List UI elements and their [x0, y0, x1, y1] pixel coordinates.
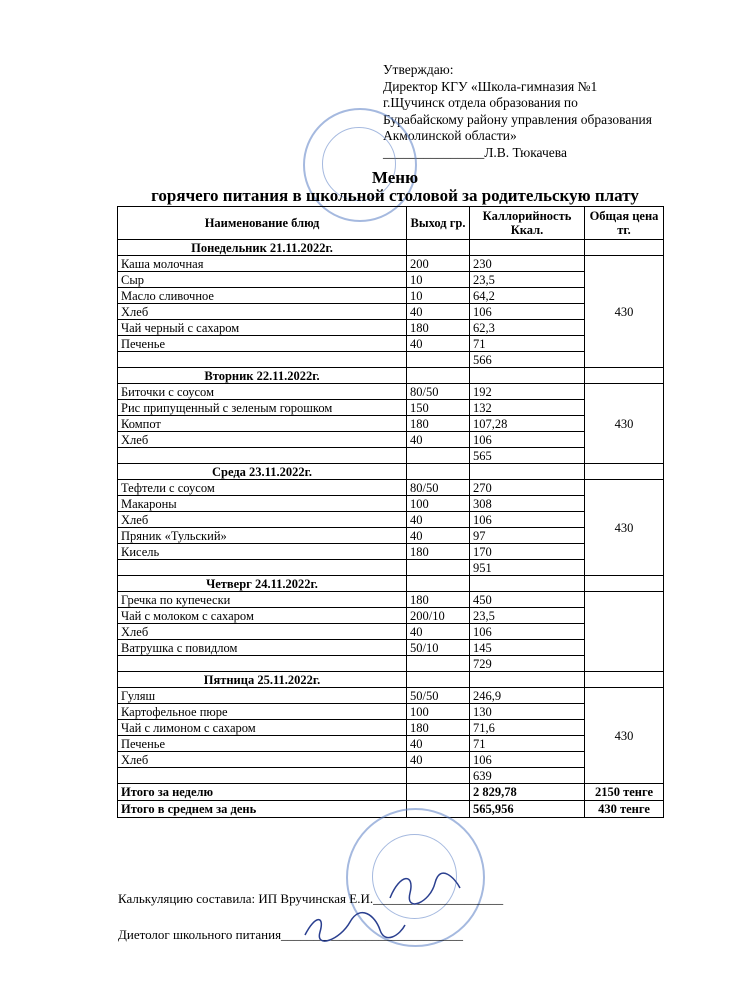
empty-cell — [470, 240, 585, 256]
dish-name: Печенье — [118, 736, 407, 752]
signature-dietolog — [300, 910, 410, 944]
dish-yield: 40 — [407, 736, 470, 752]
dish-yield: 180 — [407, 416, 470, 432]
week-total-price: 2150 тенге — [585, 784, 664, 801]
dish-name: Компот — [118, 416, 407, 432]
dish-name: Тефтели с соусом — [118, 480, 407, 496]
empty-cell — [407, 448, 470, 464]
avg-total-price: 430 тенге — [585, 801, 664, 818]
dish-yield: 100 — [407, 496, 470, 512]
dish-name: Гречка по купечески — [118, 592, 407, 608]
day-price — [585, 592, 664, 672]
empty-cell — [407, 576, 470, 592]
table-row — [118, 272, 664, 288]
empty-cell — [585, 576, 664, 592]
table-row — [118, 608, 664, 624]
dish-yield: 80/50 — [407, 480, 470, 496]
empty-cell — [118, 352, 407, 368]
dish-yield: 180 — [407, 720, 470, 736]
empty-cell — [470, 464, 585, 480]
calc-line: Калькуляцию составила: ИП Вручинская Е.И.____________________ — [118, 891, 504, 906]
empty-cell — [118, 656, 407, 672]
dish-name: Рис припущенный с зеленым горошком — [118, 400, 407, 416]
dish-name: Сыр — [118, 272, 407, 288]
dish-name: Макароны — [118, 496, 407, 512]
table-header-row — [118, 207, 664, 240]
empty-cell — [407, 240, 470, 256]
dish-name: Чай с молоком с сахаром — [118, 608, 407, 624]
header-price: Общая цена тг. — [585, 207, 664, 240]
day-total-row — [118, 656, 664, 672]
empty-cell — [118, 560, 407, 576]
day-header-row — [118, 464, 664, 480]
dish-yield: 40 — [407, 512, 470, 528]
table-row — [118, 592, 664, 608]
day-total-calories: 951 — [470, 560, 585, 576]
table-row — [118, 752, 664, 768]
dish-yield: 40 — [407, 752, 470, 768]
day-price: 430 — [585, 256, 664, 368]
header-yield: Выход гр. — [407, 207, 470, 240]
dish-calories: 23,5 — [470, 272, 585, 288]
dish-yield: 150 — [407, 400, 470, 416]
table-row — [118, 720, 664, 736]
day-title: Среда 23.11.2022г. — [118, 464, 407, 480]
header-name: Наименование блюд — [118, 207, 407, 240]
approval-block — [383, 62, 652, 161]
menu-title: Меню — [371, 168, 419, 187]
dish-yield: 200/10 — [407, 608, 470, 624]
day-header-row — [118, 672, 664, 688]
dish-yield: 40 — [407, 624, 470, 640]
dish-calories: 71 — [470, 336, 585, 352]
approval-line: Бурабайскому району управления образования — [383, 111, 652, 127]
empty-cell — [118, 448, 407, 464]
dish-calories: 145 — [470, 640, 585, 656]
dish-calories: 132 — [470, 400, 585, 416]
table-row — [118, 688, 664, 704]
dish-name: Хлеб — [118, 432, 407, 448]
dish-yield: 10 — [407, 272, 470, 288]
dietolog-label: Диетолог школьного питания — [118, 927, 282, 942]
dish-yield: 40 — [407, 528, 470, 544]
table-row — [118, 320, 664, 336]
calc-label: Калькуляцию составила: ИП Вручинская Е.И. — [118, 891, 374, 906]
day-title: Пятница 25.11.2022г. — [118, 672, 407, 688]
table-row — [118, 432, 664, 448]
dish-calories: 170 — [470, 544, 585, 560]
avg-total-calories: 565,956 — [470, 801, 585, 818]
day-total-row — [118, 352, 664, 368]
table-row — [118, 512, 664, 528]
dish-calories: 71,6 — [470, 720, 585, 736]
day-title: Понедельник 21.11.2022г. — [118, 240, 407, 256]
empty-cell — [407, 656, 470, 672]
day-total-calories: 639 — [470, 768, 585, 784]
week-total-calories: 2 829,78 — [470, 784, 585, 801]
table-row — [118, 400, 664, 416]
dish-name: Хлеб — [118, 624, 407, 640]
dish-yield: 180 — [407, 544, 470, 560]
empty-cell — [407, 464, 470, 480]
menu-subtitle: горячего питания в школьной столовой за родительскую плату — [151, 186, 639, 205]
dish-yield: 40 — [407, 304, 470, 320]
dish-calories: 64,2 — [470, 288, 585, 304]
dish-calories: 230 — [470, 256, 585, 272]
day-header-row — [118, 576, 664, 592]
table-row — [118, 480, 664, 496]
table-row — [118, 384, 664, 400]
table-row — [118, 736, 664, 752]
day-header-row — [118, 240, 664, 256]
dish-name: Гуляш — [118, 688, 407, 704]
table-row — [118, 624, 664, 640]
dish-name: Ватрушка с повидлом — [118, 640, 407, 656]
empty-cell — [407, 768, 470, 784]
dish-yield: 180 — [407, 320, 470, 336]
day-price: 430 — [585, 688, 664, 784]
dish-name: Пряник «Тульский» — [118, 528, 407, 544]
empty-cell — [585, 464, 664, 480]
dish-name: Каша молочная — [118, 256, 407, 272]
dish-calories: 71 — [470, 736, 585, 752]
empty-cell — [470, 576, 585, 592]
dish-name: Хлеб — [118, 304, 407, 320]
day-total-calories: 729 — [470, 656, 585, 672]
approval-line: Акмолинской области» — [383, 128, 517, 143]
day-total-calories: 566 — [470, 352, 585, 368]
avg-total-label: Итого в среднем за день — [118, 801, 407, 818]
dish-name: Кисель — [118, 544, 407, 560]
empty-cell — [585, 368, 664, 384]
empty-cell — [407, 352, 470, 368]
dish-yield: 180 — [407, 592, 470, 608]
menu-table-body — [118, 240, 664, 818]
dish-yield: 40 — [407, 432, 470, 448]
dish-name: Масло сливочное — [118, 288, 407, 304]
table-row — [118, 544, 664, 560]
dish-yield: 50/10 — [407, 640, 470, 656]
dish-name: Хлеб — [118, 752, 407, 768]
dish-calories: 23,5 — [470, 608, 585, 624]
dish-calories: 192 — [470, 384, 585, 400]
table-row — [118, 528, 664, 544]
dish-yield: 40 — [407, 336, 470, 352]
dish-calories: 97 — [470, 528, 585, 544]
dish-yield: 200 — [407, 256, 470, 272]
day-header-row — [118, 368, 664, 384]
table-row — [118, 704, 664, 720]
dish-name: Печенье — [118, 336, 407, 352]
empty-cell — [407, 560, 470, 576]
header-calories: Каллорийность Ккал. — [470, 207, 585, 240]
table-row — [118, 288, 664, 304]
menu-table — [117, 206, 664, 818]
dish-calories: 62,3 — [470, 320, 585, 336]
dish-yield: 50/50 — [407, 688, 470, 704]
dish-calories: 246,9 — [470, 688, 585, 704]
dish-calories: 450 — [470, 592, 585, 608]
dish-yield: 80/50 — [407, 384, 470, 400]
day-price: 430 — [585, 384, 664, 464]
week-total-label: Итого за неделю — [118, 784, 407, 801]
dish-calories: 106 — [470, 752, 585, 768]
dish-calories: 130 — [470, 704, 585, 720]
table-row — [118, 416, 664, 432]
dish-calories: 106 — [470, 432, 585, 448]
table-row — [118, 496, 664, 512]
dish-calories: 106 — [470, 512, 585, 528]
table-row — [118, 304, 664, 320]
dish-name: Чай с лимоном с сахаром — [118, 720, 407, 736]
day-total-row — [118, 560, 664, 576]
dietolog-line: Диетолог школьного питания____________________________ — [118, 927, 464, 942]
dish-name: Чай черный с сахаром — [118, 320, 407, 336]
day-total-row — [118, 768, 664, 784]
approval-line: Директор КГУ «Школа-гимназия №1 — [383, 78, 598, 94]
empty-cell — [585, 240, 664, 256]
dish-yield: 100 — [407, 704, 470, 720]
empty-cell — [407, 368, 470, 384]
empty-cell — [407, 672, 470, 688]
day-total-calories: 565 — [470, 448, 585, 464]
empty-cell — [585, 672, 664, 688]
dish-calories: 270 — [470, 480, 585, 496]
dish-name: Картофельное пюре — [118, 704, 407, 720]
empty-cell — [470, 368, 585, 384]
empty-cell — [118, 768, 407, 784]
dish-yield: 10 — [407, 288, 470, 304]
approval-line: г.Щучинск отдела образования по — [383, 95, 578, 110]
empty-cell — [470, 672, 585, 688]
dish-name: Хлеб — [118, 512, 407, 528]
day-total-row — [118, 448, 664, 464]
day-price: 430 — [585, 480, 664, 576]
week-total-row — [118, 784, 664, 801]
dish-calories: 107,28 — [470, 416, 585, 432]
day-title: Четверг 24.11.2022г. — [118, 576, 407, 592]
dish-name: Биточки с соусом — [118, 384, 407, 400]
dish-calories: 106 — [470, 304, 585, 320]
day-title: Вторник 22.11.2022г. — [118, 368, 407, 384]
table-row — [118, 336, 664, 352]
table-row — [118, 256, 664, 272]
approval-line: Утверждаю: — [383, 62, 454, 77]
table-row — [118, 640, 664, 656]
dish-calories: 106 — [470, 624, 585, 640]
approval-signature-line: _______________Л.В. Тюкачева — [383, 144, 567, 160]
signature-calc — [385, 868, 465, 908]
empty-cell — [407, 784, 470, 801]
dish-calories: 308 — [470, 496, 585, 512]
